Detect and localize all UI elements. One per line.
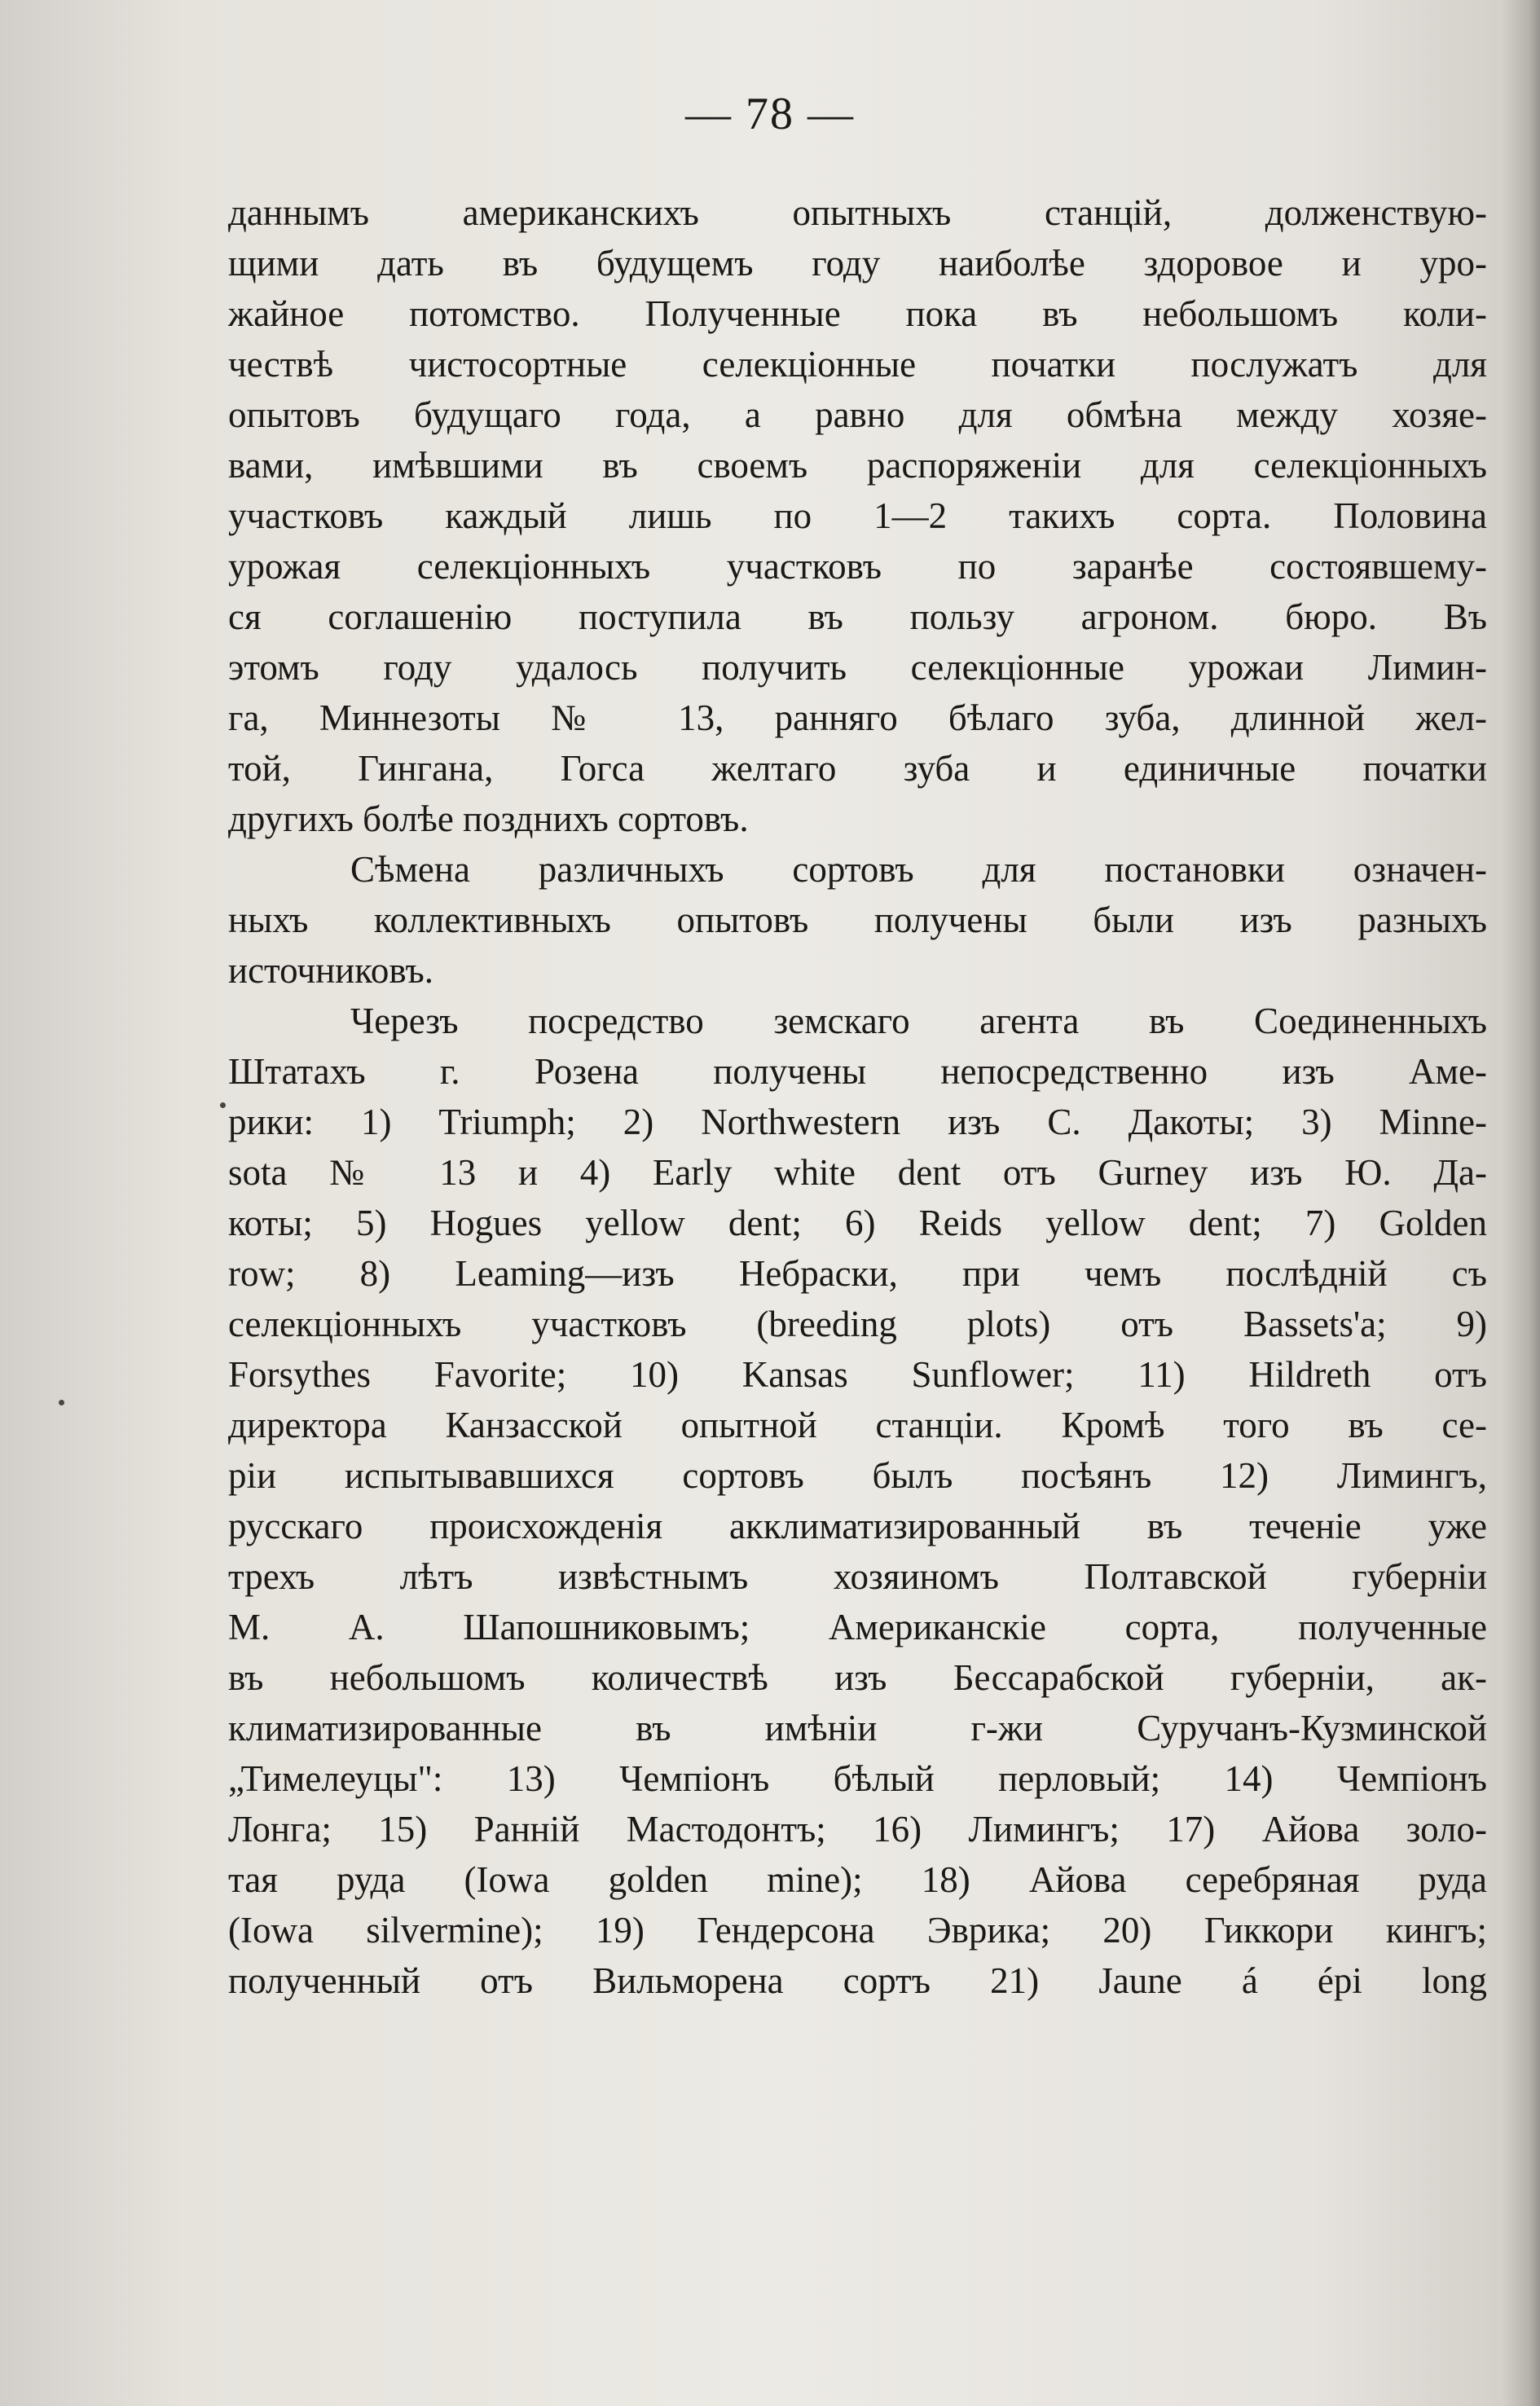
text-line: чествѣ чистосортные селекціонные початки послужатъ для: [228, 344, 1487, 385]
text-line: русскаго происхожденія акклиматизированный въ теченіе уже: [228, 1506, 1487, 1546]
text-line: другихъ болѣе позднихъ сортовъ.: [228, 798, 749, 839]
text-line: полученный отъ Вильморена сортъ 21) Jaune á épi long: [228, 1960, 1487, 2001]
page-number: — 78 —: [685, 89, 855, 139]
page-edge-shadow: [1503, 0, 1540, 2406]
text-line: (Iowa silvermine); 19) Гендерсона Эврика; 20) Гиккори кингъ;: [228, 1910, 1487, 1951]
text-line: М. А. Шапошниковымъ; Американскіе сорта, полученные: [228, 1607, 1487, 1647]
text-line: въ небольшомъ количествѣ изъ Бессарабской губерніи, ак-: [228, 1657, 1487, 1698]
text-line: Лонга; 15) Ранній Мастодонтъ; 16) Лимингъ; 17) Айова золо-: [228, 1809, 1487, 1850]
text-line: рики: 1) Triumph; 2) Northwestern изъ С. Дакоты; 3) Minne-: [228, 1102, 1487, 1142]
text-line: ріи испытывавшихся сортовъ былъ посѣянъ 12) Лимингъ,: [228, 1455, 1487, 1496]
text-line: row; 8) Leaming—изъ Небраски, при чемъ послѣдній съ: [228, 1253, 1487, 1294]
text-line: этомъ году удалось получить селекціонные урожаи Лимин-: [228, 647, 1487, 688]
text-line: Forsythes Favorite; 10) Kansas Sunflower; 11) Hildreth отъ: [228, 1354, 1487, 1395]
text-line: жайное потомство. Полученные пока въ небольшомъ коли-: [228, 293, 1487, 334]
text-line: урожая селекціонныхъ участковъ по заранѣе состоявшему-: [228, 546, 1487, 587]
text-line: sota № 13 и 4) Early white dent отъ Gurney изъ Ю. Да-: [228, 1152, 1487, 1193]
margin-mark: [220, 1102, 226, 1108]
text-line: Черезъ посредство земскаго агента въ Соединенныхъ: [350, 1001, 1487, 1041]
text-line: тая руда (Iowa golden mine); 18) Айова серебряная руда: [228, 1859, 1487, 1900]
text-line: селекціонныхъ участковъ (breeding plots) отъ Bassets'а; 9): [228, 1304, 1487, 1344]
margin-mark: [59, 1400, 64, 1405]
body-text: [228, 187, 1487, 2006]
text-line: ся соглашенію поступила въ пользу агроном. бюро. Въ: [228, 596, 1487, 637]
text-line: „Тимелеуцы": 13) Чемпіонъ бѣлый перловый; 14) Чемпіонъ: [228, 1758, 1487, 1799]
text-line: опытовъ будущаго года, а равно для обмѣна между хозяе-: [228, 394, 1487, 435]
text-line: директора Канзасской опытной станціи. Кромѣ того въ се-: [228, 1405, 1487, 1445]
text-line: коты; 5) Hogues yellow dent; 6) Reids yellow dent; 7) Golden: [228, 1203, 1487, 1243]
text-line: щими дать въ будущемъ году наиболѣе здоровое и уро-: [228, 243, 1487, 284]
text-line: трехъ лѣтъ извѣстнымъ хозяиномъ Полтавской губерніи: [228, 1556, 1487, 1597]
text-line: Штатахъ г. Розена получены непосредственно изъ Аме-: [228, 1051, 1487, 1092]
text-line: участковъ каждый лишь по 1—2 такихъ сорта. Половина: [228, 495, 1487, 536]
text-line: той, Гингана, Гогса желтаго зуба и единичные початки: [228, 748, 1487, 789]
text-line: Сѣмена различныхъ сортовъ для постановки означен-: [350, 849, 1487, 890]
text-line: га, Миннезоты № 13, ранняго бѣлаго зуба, длинной жел-: [228, 697, 1487, 738]
text-line: источниковъ.: [228, 950, 433, 991]
text-line: ныхъ коллективныхъ опытовъ получены были изъ разныхъ: [228, 900, 1487, 940]
text-line: климатизированные въ имѣніи г-жи Суручанъ-Кузминской: [228, 1708, 1487, 1748]
text-line: даннымъ американскихъ опытныхъ станцій, долженствую-: [228, 192, 1487, 233]
text-line: вами, имѣвшими въ своемъ распоряженіи для селекціонныхъ: [228, 445, 1487, 486]
